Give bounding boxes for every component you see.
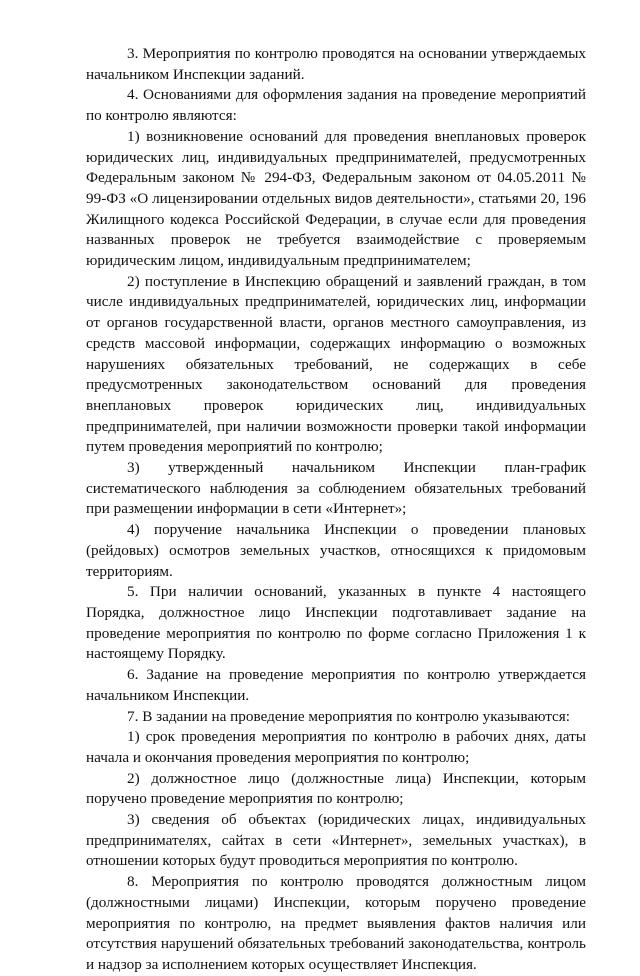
paragraph-4-item-2: 2) поступление в Инспекцию обращений и заявлений граждан, в том числе индивидуальных предпринимателей, юридических лиц, информации от органов государственной власти, органов местного самоуправления, из средств массовой информации, содержащих информацию о возможных нарушениях обязательных требований, не содержащих в себе предусмотренных законодательством оснований для проведения внеплановых проверок юридических лиц, индивидуальных предпринимателей, при наличии возможности проверки такой информации путем проведения мероприятий по контролю;: [86, 272, 586, 456]
paragraph-8: 8. Мероприятия по контролю проводятся должностным лицом (должностными лицами) Инспекции, которым поручено проведение мероприятия по контролю, на предмет выявления фактов наличия или отсутствия нарушений обязательных требований законодательства, контроль и надзор за исполнением которых осуществляет Инспекция.: [86, 873, 586, 973]
paragraph-7-item-2: 2) должностное лицо (должностные лица) Инспекции, которым поручено проведение мероприятия по контролю;: [86, 769, 586, 808]
document-page: [86, 44, 586, 976]
paragraph-4-item-3: 3) утвержденный начальником Инспекции план-график систематического наблюдения за соблюдением обязательных требований при размещении информации в сети «Интернет»;: [86, 459, 586, 518]
paragraph-4: 4. Основаниями для оформления задания на проведение мероприятий по контролю являются:: [86, 86, 586, 125]
paragraph-4-item-4: 4) поручение начальника Инспекции о проведении плановых (рейдовых) осмотров земельных участков, относящихся к придомовым территориям.: [86, 521, 586, 580]
paragraph-4-item-1: 1) возникновение оснований для проведения внеплановых проверок юридических лиц, индивидуальных предпринимателей, предусмотренных Федеральным законом № 294-ФЗ, Федеральным законом от 04.05.2011 № 99-ФЗ «О лицензировании отдельных видов деятельности», статьями 20, 196 Жилищного кодекса Российской Федерации, в случае если для проведения названных проверок не требуется взаимодействие с проверяемым юридическим лицом, индивидуальным предпринимателем;: [86, 127, 586, 270]
paragraph-7-item-3: 3) сведения об объектах (юридических лицах, индивидуальных предпринимателях, сайтах в сети «Интернет», земельных участках), в отношении которых будут проводиться мероприятия по контролю.: [86, 811, 586, 870]
paragraph-7-item-1: 1) срок проведения мероприятия по контролю в рабочих днях, даты начала и окончания проведения мероприятия по контролю;: [86, 728, 586, 766]
paragraph-3: 3. Мероприятия по контролю проводятся на основании утверждаемых начальником Инспекции заданий.: [86, 45, 586, 83]
paragraph-6: 6. Задание на проведение мероприятия по контролю утверждается начальником Инспекции.: [86, 666, 586, 704]
paragraph-5: 5. При наличии оснований, указанных в пункте 4 настоящего Порядка, должностное лицо Инспекции подготавливает задание на проведение мероприятия по контролю по форме согласно Приложения 1 к настоящему Порядку.: [86, 583, 586, 663]
paragraph-7: 7. В задании на проведение мероприятия по контролю указываются:: [127, 707, 570, 725]
